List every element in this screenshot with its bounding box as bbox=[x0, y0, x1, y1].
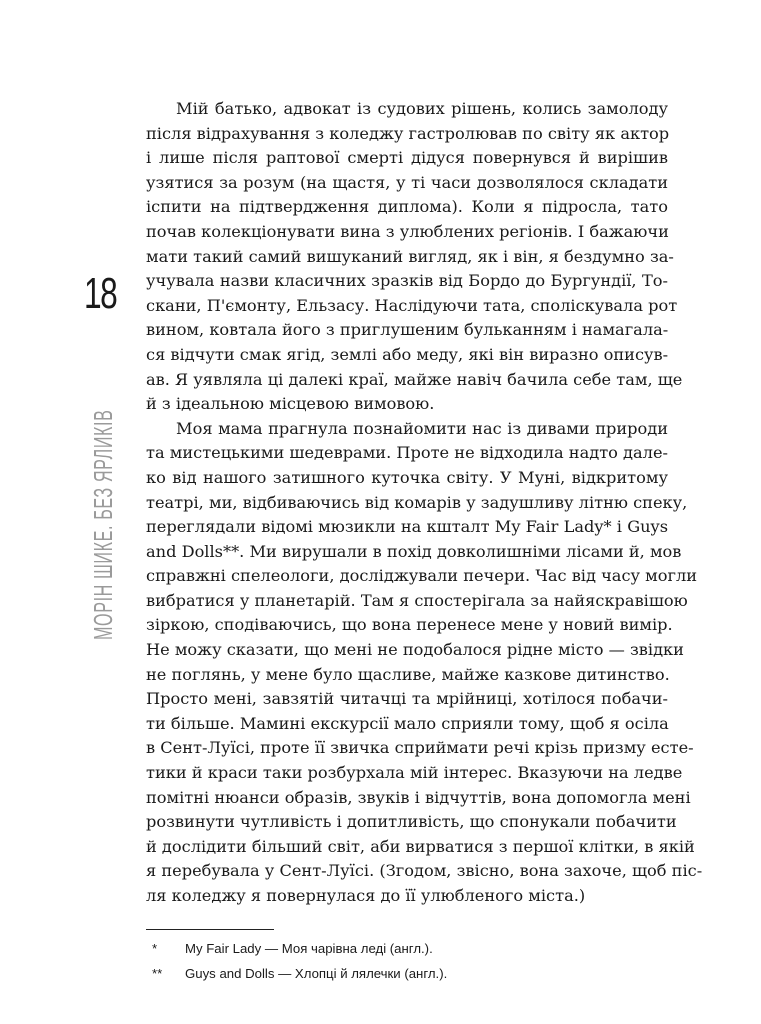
text-line: Просто мені, завзятій читачці та мрійниці, хотілося побачи- bbox=[146, 689, 668, 709]
text-line: Моя мама прагнула познайомити нас із дивами природи bbox=[176, 418, 668, 438]
text-line: ав. Я уявляла ці далекі краї, майже навіч бачила себе там, ще bbox=[146, 369, 683, 389]
text-line: іспити на підтвердження диплома). Коли я підросла, тато bbox=[146, 197, 668, 217]
text-line: Не можу сказати, що мені не подобалося рідне місто — звідки bbox=[146, 640, 684, 660]
text-line: розвинути чутливість і допитливість, що спонукали побачити bbox=[146, 812, 677, 832]
text-line: зіркою, сподіваючись, що вона перенесе мене у новий вимір. bbox=[146, 615, 673, 635]
footnotes bbox=[152, 937, 672, 986]
text-line: ля коледжу я повернулася до її улюбленого міста.) bbox=[146, 886, 586, 905]
footnote-text: Guys and Dolls — Хлопці й лялечки (англ.). bbox=[185, 965, 448, 981]
text-line: і лише після раптової смерті дідуся повернувся й вирішив bbox=[146, 148, 668, 168]
text-line: тики й краси таки розбурхала мій інтерес. Вказуючи на ледве bbox=[146, 763, 683, 783]
text-line: ти більше. Мамині екскурсії мало сприяли тому, щоб я осіла bbox=[146, 713, 669, 733]
footnote-mark: * bbox=[152, 941, 158, 956]
text-line: ся відчути смак ягід, землі або меду, які він виразно описув- bbox=[146, 344, 669, 364]
page-number: 18 bbox=[84, 269, 117, 318]
text-line: та мистецькими шедеврами. Проте не відходила надто дале- bbox=[146, 443, 668, 463]
body-text bbox=[146, 97, 703, 909]
text-line: вином, ковтала його з приглушеним бульканням і намагала- bbox=[146, 320, 669, 340]
text-line: and Dolls**. Ми вирушали в похід довколишніми лісами й, мов bbox=[146, 541, 682, 561]
text-line: узятися за розум (на щастя, у ті часи дозволялося складати bbox=[146, 172, 668, 192]
footnote-mark: ** bbox=[152, 965, 163, 981]
text-line: мати такий самий вишуканий вигляд, як і він, я бездумно за- bbox=[146, 246, 674, 266]
text-line: театрі, ми, відбиваючись від комарів у задушливу літню спеку, bbox=[146, 492, 688, 512]
text-line: вибратися у планетарій. Там я спостерігала за найяскравішою bbox=[146, 590, 688, 610]
text-line: в Сент-Луїсі, проте її звичка сприймати речі крізь призму есте- bbox=[146, 738, 694, 758]
running-head bbox=[90, 268, 116, 640]
footnote-rule bbox=[146, 929, 274, 930]
text-line: ко від нашого затишного куточка світу. У Муні, відкритому bbox=[146, 467, 668, 487]
running-head-text: МОРІН ШИКЕ. БЕЗ ЯРЛИКІВ bbox=[88, 409, 118, 640]
text-line: почав колекціонувати вина з улюблених регіонів. І бажаючи bbox=[146, 221, 669, 241]
footnote bbox=[152, 937, 672, 962]
footnote bbox=[152, 962, 672, 987]
text-line: скани, П'ємонту, Ельзасу. Наслідуючи тата, споліскувала рот bbox=[146, 295, 678, 315]
footnote-text: My Fair Lady — Моя чарівна леді (англ.). bbox=[185, 941, 433, 956]
text-line: помітні нюанси образів, звуків і відчуттів, вона допомогла мені bbox=[146, 787, 691, 807]
text-line: я перебувала у Сент-Луїсі. (Згодом, звісно, вона захоче, щоб піс- bbox=[146, 861, 703, 881]
paragraph bbox=[146, 417, 703, 909]
text-line: справжні спелеологи, досліджували печери. Час від часу могли bbox=[146, 566, 698, 586]
paragraph bbox=[146, 97, 683, 417]
text-line: учувала назви класичних зразків від Бордо до Бургундії, То- bbox=[146, 271, 668, 291]
text-line: переглядали відомі мюзикли на кшталт My Fair Lady* і Guys bbox=[146, 517, 668, 537]
text-line: й дослідити більший світ, аби вирватися з першої клітки, в якій bbox=[146, 836, 695, 856]
text-line: й з ідеальною місцевою вимовою. bbox=[146, 394, 435, 414]
text-line: не поглянь, у мене було щасливе, майже казкове дитинство. bbox=[146, 664, 670, 684]
text-line: після відрахування з коледжу гастролював по світу як актор bbox=[146, 123, 670, 143]
text-line: Мій батько, адвокат із судових рішень, колись замолоду bbox=[176, 99, 668, 118]
